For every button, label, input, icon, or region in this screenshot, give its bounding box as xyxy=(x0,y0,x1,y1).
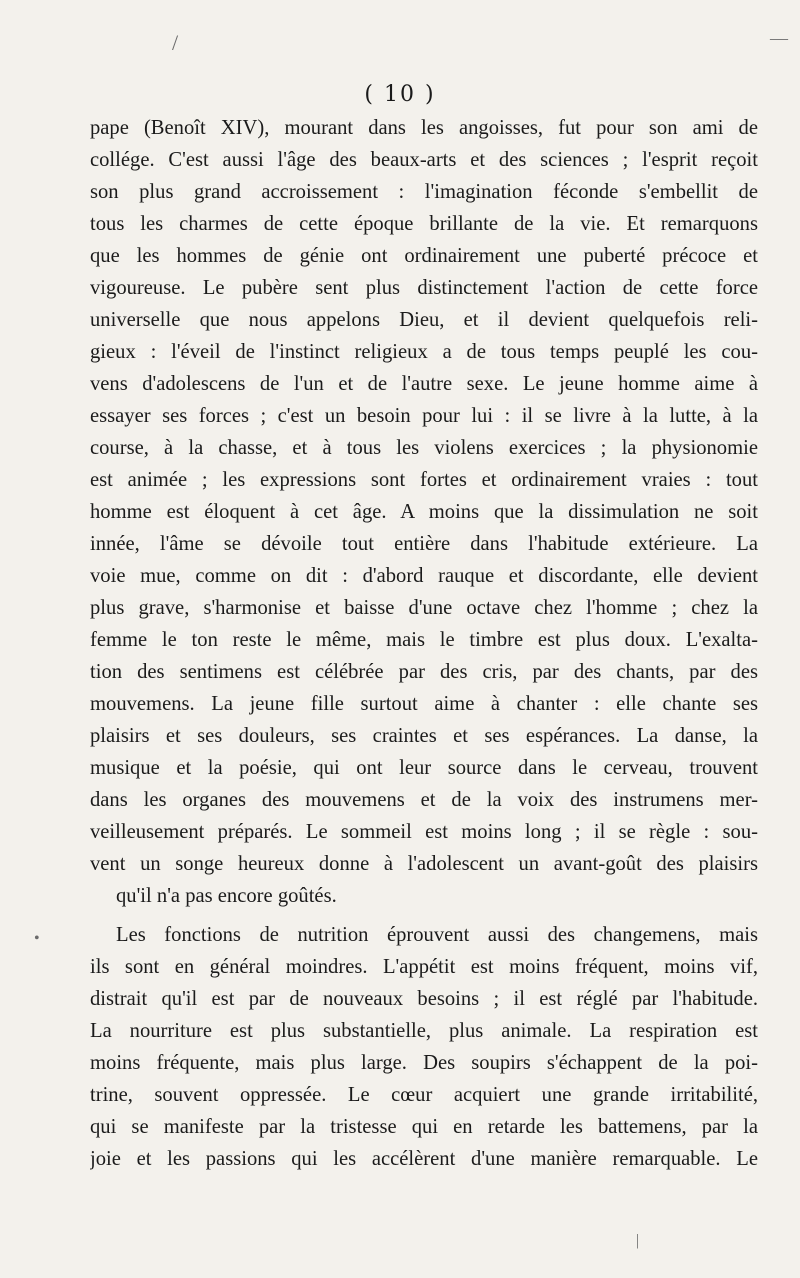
page-number: ( 10 ) xyxy=(364,82,436,107)
ink-mark: | xyxy=(636,1232,640,1249)
text-line: voie mue, comme on dit : d'abord rauque et discordante, elle devient xyxy=(90,565,758,587)
text-line: vent un songe heureux donne à l'adolescent un avant-goût des plaisirs xyxy=(90,853,758,875)
text-line: mouvemens. La jeune fille surtout aime à chanter : elle chante ses xyxy=(90,693,758,715)
text-line: universelle que nous appelons Dieu, et il devient quelquefois reli- xyxy=(90,309,758,331)
paragraph xyxy=(90,112,758,912)
text-line: vigoureuse. Le pubère sent plus distinctement l'action de cette force xyxy=(90,277,758,299)
text-line: moins fréquente, mais plus large. Des soupirs s'échappent de la poi- xyxy=(90,1052,758,1074)
body-text xyxy=(90,112,758,1175)
text-line: musique et la poésie, qui ont leur source dans le cerveau, trouvent xyxy=(90,757,758,779)
text-line: La nourriture est plus substantielle, plus animale. La respiration est xyxy=(90,1020,758,1042)
text-line: qui se manifeste par la tristesse qui en retarde les battemens, par la xyxy=(90,1116,758,1138)
text-line: innée, l'âme se dévoile tout entière dans l'habitude extérieure. La xyxy=(90,533,758,555)
text-line: plaisirs et ses douleurs, ses craintes et ses espérances. La danse, la xyxy=(90,725,758,747)
text-line: qu'il n'a pas encore goûtés. xyxy=(116,885,337,907)
text-line: dans les organes des mouvemens et de la voix des instrumens mer- xyxy=(90,789,758,811)
ink-mark: • xyxy=(34,930,40,947)
ink-mark: — xyxy=(770,28,788,48)
ink-mark: / xyxy=(172,30,179,55)
text-line: Les fonctions de nutrition éprouvent aussi des changemens, mais xyxy=(116,924,758,946)
paragraph xyxy=(90,919,758,1175)
text-line: tous les charmes de cette époque brillante de la vie. Et remarquons xyxy=(90,213,758,235)
text-line: vens d'adolescens de l'un et de l'autre sexe. Le jeune homme aime à xyxy=(90,373,758,395)
text-line: pape (Benoît XIV), mourant dans les angoisses, fut pour son ami de xyxy=(90,117,758,139)
text-line: trine, souvent oppressée. Le cœur acquiert une grande irritabilité, xyxy=(90,1084,758,1106)
text-line: essayer ses forces ; c'est un besoin pour lui : il se livre à la lutte, à la xyxy=(90,405,758,427)
text-line: distrait qu'il est par de nouveaux besoins ; il est réglé par l'habitude. xyxy=(90,988,758,1010)
text-line: tion des sentimens est célébrée par des cris, par des chants, par des xyxy=(90,661,758,683)
text-line: que les hommes de génie ont ordinairement une puberté précoce et xyxy=(90,245,758,267)
text-line: femme le ton reste le même, mais le timbre est plus doux. L'exalta- xyxy=(90,629,758,651)
text-line: plus grave, s'harmonise et baisse d'une octave chez l'homme ; chez la xyxy=(90,597,758,619)
text-line: ils sont en général moindres. L'appétit est moins fréquent, moins vif, xyxy=(90,956,758,978)
text-line: est animée ; les expressions sont fortes et ordinairement vraies : tout xyxy=(90,469,758,491)
text-line: course, à la chasse, et à tous les violens exercices ; la physionomie xyxy=(90,437,758,459)
text-line: veilleusement préparés. Le sommeil est moins long ; il se règle : sou- xyxy=(90,821,758,843)
text-line: son plus grand accroissement : l'imagination féconde s'embellit de xyxy=(90,181,758,203)
text-line: homme est éloquent à cet âge. A moins que la dissimulation ne soit xyxy=(90,501,758,523)
text-line: collége. C'est aussi l'âge des beaux-arts et des sciences ; l'esprit reçoit xyxy=(90,149,758,171)
text-line: joie et les passions qui les accélèrent d'une manière remarquable. Le xyxy=(90,1148,758,1170)
text-line: gieux : l'éveil de l'instinct religieux a de tous temps peuplé les cou- xyxy=(90,341,758,363)
